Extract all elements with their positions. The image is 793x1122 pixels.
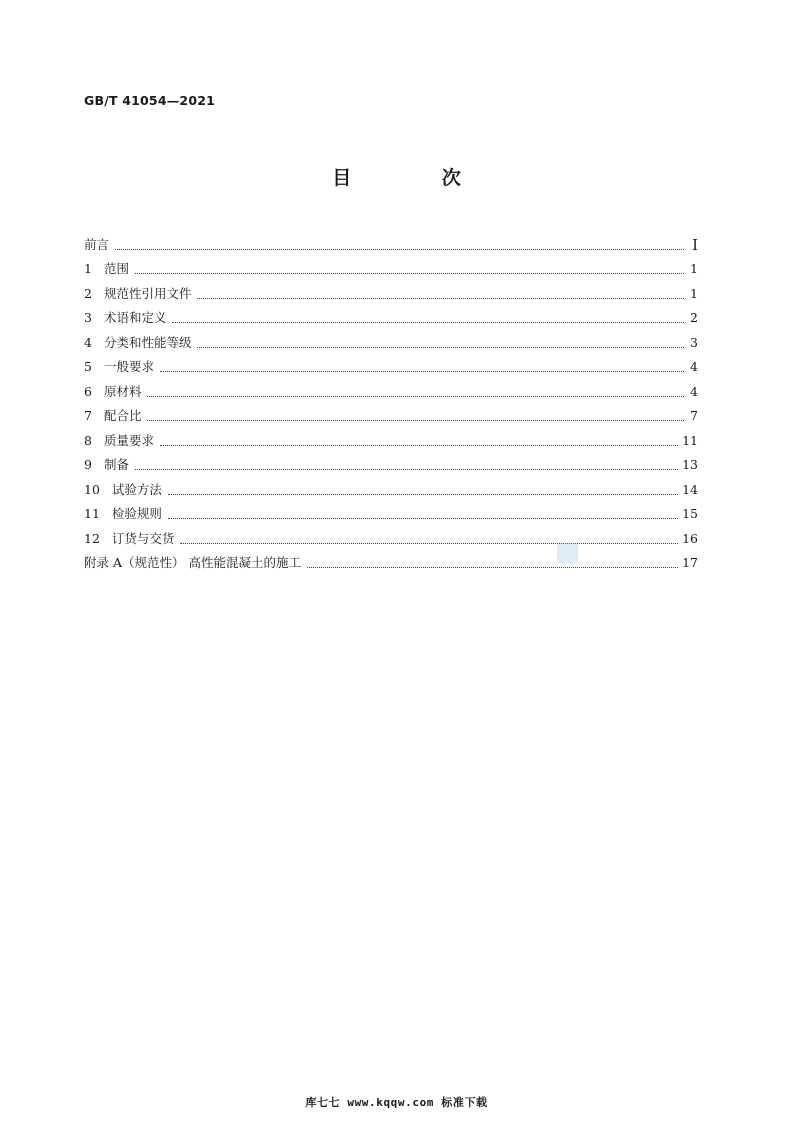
toc-entry-4[interactable] bbox=[84, 326, 698, 351]
toc-entry-10[interactable] bbox=[84, 473, 698, 498]
toc-entry-number: 6 bbox=[84, 383, 92, 399]
toc-leader-dots bbox=[180, 542, 678, 544]
toc-entry-number: 4 bbox=[84, 334, 92, 350]
toc-entry-page: I bbox=[692, 235, 698, 254]
toc-leader-dots bbox=[160, 444, 678, 446]
footer-watermark: 库七七 www.kqqw.com 标准下载 bbox=[305, 1096, 488, 1109]
toc-entry-appendix-a[interactable] bbox=[84, 547, 698, 572]
toc-entry-page: 14 bbox=[682, 481, 698, 497]
toc-leader-dots bbox=[168, 517, 678, 519]
toc-entry-number: 1 bbox=[84, 261, 92, 276]
toc-entry-label: 制备 bbox=[103, 457, 129, 472]
toc-entry-number: 5 bbox=[84, 359, 92, 374]
toc-entry-3[interactable] bbox=[84, 302, 698, 327]
toc-entry-number: 9 bbox=[84, 457, 92, 472]
toc-entry-page: 7 bbox=[690, 408, 698, 423]
toc-leader-dots bbox=[160, 370, 684, 372]
toc-leader-dots bbox=[197, 346, 684, 348]
standard-code: GB/T 41054—2021 bbox=[84, 93, 216, 108]
toc-entry-page: 4 bbox=[690, 383, 698, 399]
toc-leader-dots bbox=[307, 566, 678, 568]
toc-entry-label: 范围 bbox=[103, 261, 129, 276]
toc-entry-6[interactable] bbox=[84, 375, 698, 400]
toc-entry-1[interactable] bbox=[84, 253, 698, 278]
toc-entry-label: 附录 A（规范性） 高性能混凝土的施工 bbox=[84, 555, 301, 570]
toc-entry-page: 16 bbox=[682, 530, 698, 546]
toc-entry-page: 15 bbox=[682, 506, 698, 521]
toc-entry-label: 前言 bbox=[84, 236, 110, 252]
toc-entry-page: 17 bbox=[682, 555, 698, 570]
toc-entry-number: 11 bbox=[84, 506, 100, 521]
toc-entry-label: 质量要求 bbox=[103, 432, 154, 448]
toc-leader-dots bbox=[147, 419, 684, 421]
toc-entry-11[interactable] bbox=[84, 498, 698, 523]
toc-entry-foreword[interactable] bbox=[84, 228, 698, 253]
toc-entry-label: 术语和定义 bbox=[103, 310, 167, 325]
toc-entry-label: 订货与交货 bbox=[111, 530, 175, 546]
toc-entry-9[interactable] bbox=[84, 449, 698, 474]
toc-entry-page: 1 bbox=[690, 261, 698, 276]
toc-leader-dots bbox=[147, 395, 684, 397]
toc-entry-label: 规范性引用文件 bbox=[103, 285, 192, 301]
toc-entry-number: 10 bbox=[84, 481, 100, 497]
table-of-contents bbox=[84, 228, 698, 571]
toc-leader-dots bbox=[135, 272, 684, 274]
toc-entry-page: 3 bbox=[690, 334, 698, 350]
toc-entry-label: 分类和性能等级 bbox=[103, 334, 192, 350]
toc-entry-label: 原材料 bbox=[103, 383, 142, 399]
toc-entry-5[interactable] bbox=[84, 351, 698, 376]
toc-leader-dots bbox=[197, 297, 684, 299]
toc-leader-dots bbox=[135, 468, 678, 470]
toc-entry-8[interactable] bbox=[84, 424, 698, 449]
toc-entry-number: 2 bbox=[84, 285, 92, 301]
text-selection-highlight bbox=[557, 543, 578, 563]
toc-entry-2[interactable] bbox=[84, 277, 698, 302]
toc-entry-number: 7 bbox=[84, 408, 92, 423]
toc-entry-12[interactable] bbox=[84, 522, 698, 547]
toc-title: 目 次 bbox=[332, 167, 503, 189]
toc-entry-page: 4 bbox=[690, 359, 698, 374]
toc-entry-page: 2 bbox=[690, 310, 698, 325]
toc-entry-7[interactable] bbox=[84, 400, 698, 425]
toc-leader-dots bbox=[168, 493, 678, 495]
toc-entry-number: 8 bbox=[84, 432, 92, 448]
toc-entry-label: 配合比 bbox=[103, 408, 142, 423]
toc-leader-dots bbox=[172, 321, 684, 323]
toc-entry-label: 检验规则 bbox=[111, 506, 162, 521]
toc-leader-dots bbox=[115, 248, 684, 250]
toc-entry-page: 11 bbox=[682, 432, 698, 448]
toc-entry-label: 试验方法 bbox=[111, 481, 162, 497]
toc-entry-number: 3 bbox=[84, 310, 92, 325]
toc-entry-page: 1 bbox=[690, 285, 698, 301]
toc-entry-number: 12 bbox=[84, 530, 100, 546]
toc-entry-page: 13 bbox=[682, 457, 698, 472]
toc-entry-label: 一般要求 bbox=[103, 359, 154, 374]
